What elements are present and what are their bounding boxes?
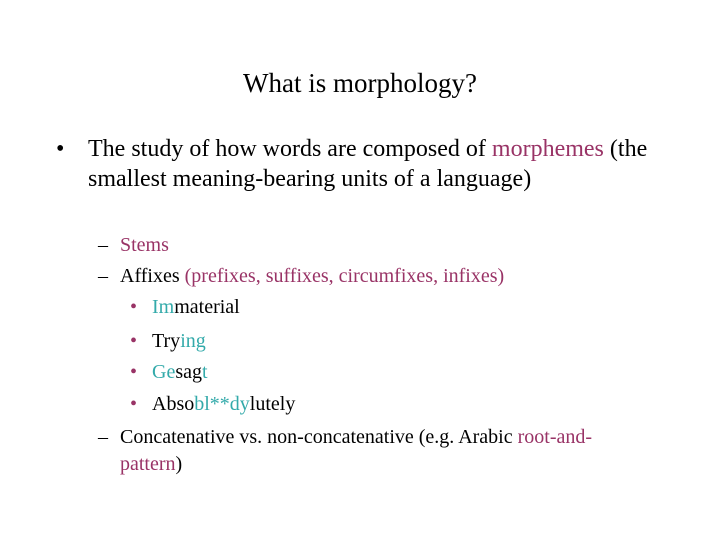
root-and-pattern: root-and-pattern (120, 426, 593, 475)
concat-close: ) (175, 453, 183, 475)
stem-sag: sag (175, 361, 202, 383)
definition-text-start: The study of how words are composed of (88, 136, 492, 162)
example-bullet-marker: • (130, 330, 138, 352)
example-bullet-marker: • (130, 393, 138, 415)
dash-marker: – (98, 265, 108, 287)
stem-material: material (174, 296, 240, 318)
dash-marker: – (98, 234, 108, 256)
example-trying (130, 328, 552, 355)
definition-text-end: (the smallest meaning-bearing units of a language) (88, 136, 648, 192)
example-absobl (130, 391, 552, 418)
absobl-part1: Abso (152, 393, 195, 415)
example-gesagt (130, 359, 552, 386)
affixes-detail: (prefixes, suffixes, circumfixes, infixes) (179, 265, 505, 287)
concat-text: Concatenative vs. non-concatenative (e.g. Arabic (120, 426, 518, 448)
infix-bldy: bl**dy (194, 393, 250, 415)
bullet-marker: • (56, 136, 65, 162)
example-bullet-marker: • (130, 296, 138, 318)
example-immaterial (130, 294, 552, 321)
absobl-part3: lutely (249, 393, 296, 415)
sub-bullet-concatenative (98, 424, 650, 478)
stem-try: Try (152, 330, 181, 352)
stems-label: Stems (120, 234, 169, 256)
term-morphemes: morphemes (491, 136, 604, 162)
affixes-label: Affixes (120, 265, 180, 287)
circumfix-t: t (202, 361, 208, 383)
prefix-im: Im (152, 296, 175, 318)
slide-title: What is morphology? (243, 68, 477, 98)
example-bullet-marker: • (130, 361, 138, 383)
dash-marker: – (98, 426, 108, 448)
sub-bullet-stems (98, 232, 660, 259)
suffix-ing: ing (180, 330, 206, 352)
bullet-definition (56, 134, 668, 194)
sub-bullet-affixes (98, 263, 660, 290)
circumfix-ge: Ge (152, 361, 176, 383)
